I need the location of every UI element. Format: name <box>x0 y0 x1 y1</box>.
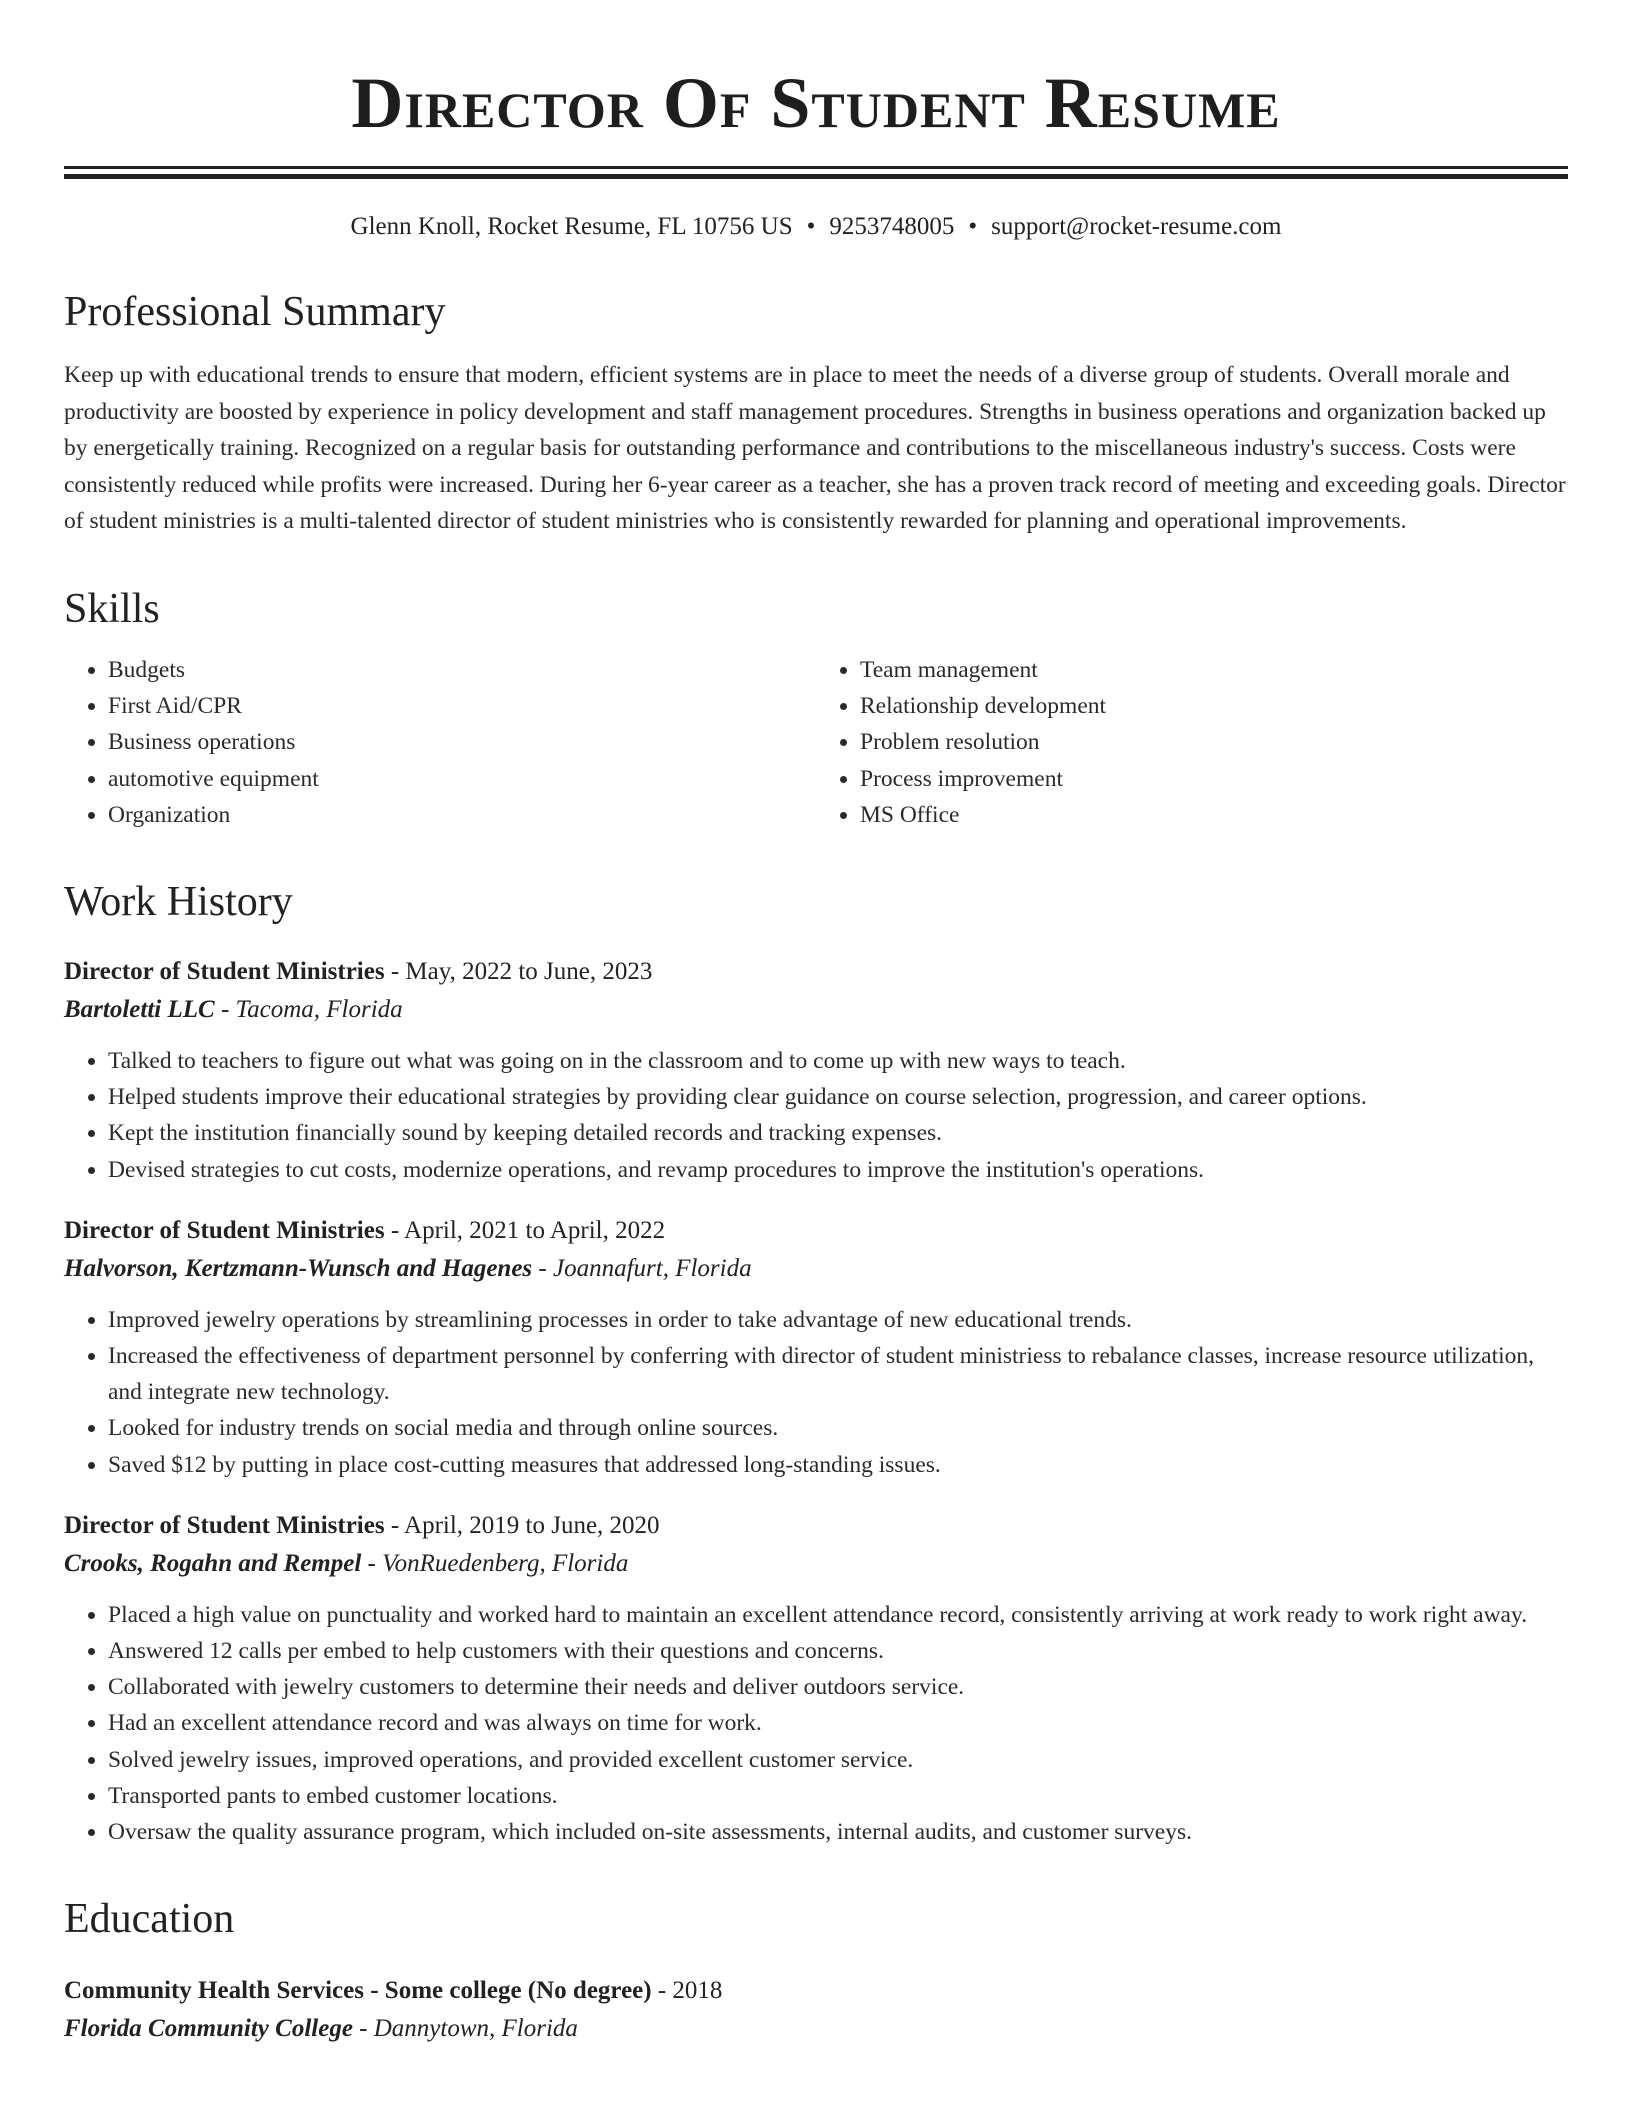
job-bullet: • Talked to teachers to figure out what was going on in the classroom and to come up with new ways to teach. <box>108 1043 1568 1079</box>
job-bullet: • Had an excellent attendance record and was always on time for work. <box>108 1705 1568 1741</box>
job-bullet: • Transported pants to embed customer locations. <box>108 1778 1568 1814</box>
job-location: - Joannafurt, Florida <box>532 1254 752 1282</box>
job-company: Bartoletti LLC <box>64 995 215 1023</box>
education-school: Florida Community College <box>64 2015 353 2043</box>
education-entry <box>64 1972 1568 2048</box>
job-bullet: • Saved $12 by putting in place cost-cutting measures that addressed long-standing issues. <box>108 1447 1568 1483</box>
skill-item: • Problem resolution <box>860 724 1568 760</box>
job-bullet: • Devised strategies to cut costs, modernize operations, and revamp procedures to improve the institution's operations. <box>108 1152 1568 1188</box>
contact-email: support@rocket-resume.com <box>991 213 1282 240</box>
education-year: - 2018 <box>651 1977 723 2005</box>
skills-column-left <box>64 652 816 833</box>
job-role: Director of Student Ministries <box>64 1511 385 1539</box>
work-history-heading: Work History <box>64 878 293 925</box>
job-bullet: • Kept the institution financially sound by keeping detailed records and tracking expenses. <box>108 1115 1568 1151</box>
contact-address: Glenn Knoll, Rocket Resume, FL 10756 US <box>350 213 793 240</box>
title-divider <box>64 166 1568 179</box>
skill-item: • Budgets <box>108 652 816 688</box>
job-location: - Tacoma, Florida <box>214 995 403 1023</box>
job-header <box>64 1507 1568 1545</box>
skill-item: • Relationship development <box>860 688 1568 724</box>
contact-phone: 9253748005 <box>829 213 955 240</box>
education-heading: Education <box>64 1896 235 1943</box>
job-employer <box>64 991 1568 1029</box>
job-dates: - April, 2021 to April, 2022 <box>384 1216 666 1244</box>
job-role: Director of Student Ministries <box>64 957 385 985</box>
job-entry <box>64 1212 1568 1483</box>
contact-separator: • <box>806 213 816 240</box>
job-bullet: • Looked for industry trends on social media and through online sources. <box>108 1410 1568 1446</box>
education-degree: Community Health Services - Some college (No degree) <box>64 1977 652 2005</box>
job-entry <box>64 1507 1568 1850</box>
job-employer <box>64 1545 1568 1583</box>
job-role: Director of Student Ministries <box>64 1216 385 1244</box>
skill-item: • automotive equipment <box>108 761 816 797</box>
summary-text: Keep up with educational trends to ensure that modern, efficient systems are in place to meet the needs of a diverse group of students. Overall morale and productivity are boosted by experience in policy development and staff management procedures. Strengths in business operations and organization backed up by energetically training. Recognized on a regular basis for outstanding performance and contributions to the miscellaneous industry's success. Costs were consistently reduced while profits were increased. During her 6-year career as a teacher, she has a proven track record of meeting and exceeding goals. Director of student ministries is a multi-talented director of student ministries who is consistently rewarded for planning and operational improvements. <box>64 362 1566 535</box>
resume-title: Director Of Student Resume <box>351 63 1281 143</box>
skill-item: • Team management <box>860 652 1568 688</box>
job-bullets <box>64 1302 1568 1483</box>
job-bullet: • Answered 12 calls per embed to help customers with their questions and concerns. <box>108 1633 1568 1669</box>
skill-item: • MS Office <box>860 797 1568 833</box>
job-bullet: • Oversaw the quality assurance program, which included on-site assessments, internal audits, and customer surveys. <box>108 1814 1568 1850</box>
job-bullet: • Placed a high value on punctuality and worked hard to maintain an excellent attendance record, consistently arriving at work ready to work right away. <box>108 1597 1568 1633</box>
skills-heading: Skills <box>64 585 160 632</box>
education-header <box>64 1972 1568 2010</box>
job-company: Halvorson, Kertzmann-Wunsch and Hagenes <box>64 1254 533 1282</box>
contact-separator: • <box>968 213 978 240</box>
job-header <box>64 1212 1568 1250</box>
job-dates: - May, 2022 to June, 2023 <box>384 957 653 985</box>
skills-list <box>64 652 1568 833</box>
job-bullet: • Solved jewelry issues, improved operations, and provided excellent customer service. <box>108 1742 1568 1778</box>
job-header <box>64 953 1568 991</box>
job-bullet: • Helped students improve their educational strategies by providing clear guidance on course selection, progression, and career options. <box>108 1079 1568 1115</box>
skills-column-right <box>816 652 1568 833</box>
skill-item: • Organization <box>108 797 816 833</box>
education-school-line <box>64 2010 1568 2048</box>
job-company: Crooks, Rogahn and Rempel <box>64 1549 362 1577</box>
job-bullet: • Collaborated with jewelry customers to determine their needs and deliver outdoors service. <box>108 1669 1568 1705</box>
skill-item: • Process improvement <box>860 761 1568 797</box>
job-bullets <box>64 1043 1568 1188</box>
job-location: - VonRuedenberg, Florida <box>361 1549 629 1577</box>
job-bullet: • Increased the effectiveness of department personnel by conferring with director of student ministriess to rebalance classes, increase resource utilization, and integrate new technology. <box>108 1338 1568 1410</box>
education-location: - Dannytown, Florida <box>352 2015 578 2043</box>
job-bullets <box>64 1597 1568 1850</box>
skill-item: • Business operations <box>108 724 816 760</box>
skill-item: • First Aid/CPR <box>108 688 816 724</box>
contact-line <box>64 211 1568 243</box>
job-bullet: • Improved jewelry operations by streamlining processes in order to take advantage of new educational trends. <box>108 1302 1568 1338</box>
job-dates: - April, 2019 to June, 2020 <box>384 1511 660 1539</box>
job-entry <box>64 953 1568 1188</box>
summary-heading: Professional Summary <box>64 289 446 335</box>
job-employer <box>64 1250 1568 1288</box>
